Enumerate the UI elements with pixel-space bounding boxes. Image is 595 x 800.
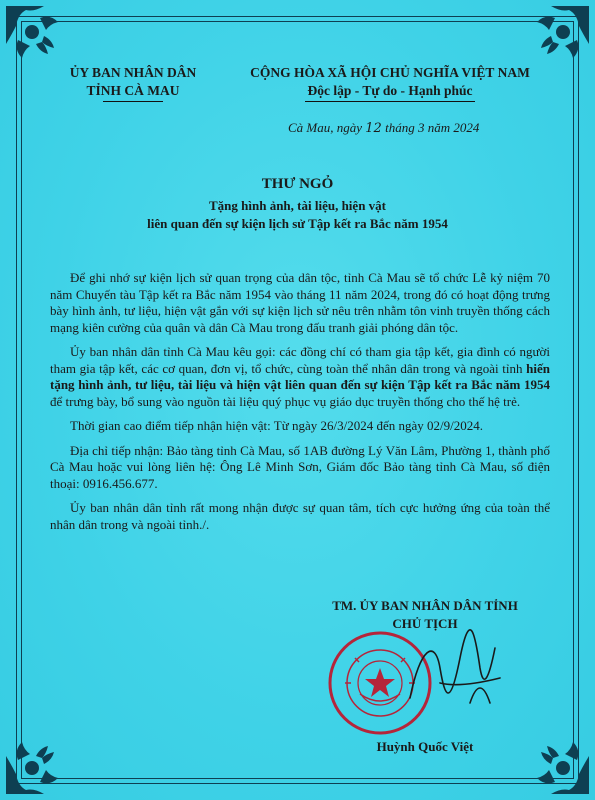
appeal-text-a: Ủy ban nhân dân tỉnh Cà Mau kêu gọi: các đồng chí có tham gia tập kết, gia đình có người tham gia tập kết, các cơ quan, đơn vị, tổ chức, cùng toàn thể nhân dân trong và ngoài tỉnh bbox=[50, 344, 550, 376]
appeal-text-bold: hiến tặng hình ảnh, tư liệu, tài liệu và hiện vật liên quan đến sự kiện Tập kết ra Bắc năm 1954 bbox=[50, 360, 550, 392]
paragraph-address: Địa chỉ tiếp nhận: Bảo tàng tỉnh Cà Mau, số 1AB đường Lý Văn Lâm, Phường 1, thành phố Cà Mau hoặc vui lòng liên hệ: Ông Lê Minh Sơn, Giám đốc Bảo tàng tỉnh Cà Mau, số điện thoại: 0916.456.677. bbox=[50, 442, 550, 491]
paragraph-closing: Ủy ban nhân dân tỉnh rất mong nhận được sự quan tâm, tích cực hưởng ứng của toàn thể nhân dân trong và ngoài tỉnh./. bbox=[50, 500, 550, 532]
agency-line-2: TỈNH CÀ MAU bbox=[86, 83, 180, 98]
handwritten-signature-icon bbox=[400, 628, 510, 723]
signature-line-2: CHỦ TỊCH bbox=[392, 616, 458, 631]
national-heading bbox=[240, 64, 540, 100]
corner-ornament-icon bbox=[4, 718, 82, 796]
country-name: CỘNG HÒA XÃ HỘI CHỦ NGHĨA VIỆT NAM bbox=[250, 65, 530, 80]
motto-underline bbox=[305, 101, 475, 102]
paragraph-appeal bbox=[50, 344, 550, 410]
issuing-agency bbox=[58, 64, 208, 100]
document-body bbox=[50, 270, 550, 541]
date-day: 12 bbox=[365, 121, 382, 136]
signature-line-1: TM. ỦY BAN NHÂN DÂN TỈNH bbox=[332, 598, 518, 613]
date-prefix: Cà Mau, ngày bbox=[288, 120, 363, 135]
document-title: THƯ NGỎ bbox=[261, 176, 334, 192]
subtitle-line-1: Tặng hình ảnh, tài liệu, hiện vật bbox=[209, 198, 386, 213]
agency-line-1: ỦY BAN NHÂN DÂN bbox=[69, 65, 197, 80]
paragraph-intro: Để ghi nhớ sự kiện lịch sử quan trọng của dân tộc, tỉnh Cà Mau sẽ tổ chức Lễ kỷ niệm 70 năm Chuyến tàu Tập kết ra Bắc năm 1954 vào tháng 11 năm 2024, trong đó có hoạt động trưng bày hình ảnh, tư liệu, hiện vật gắn với sự kiện lịch sử nêu trên nhằm tôn vinh truyền thống cách mạng kiên cường của quân và dân Cà Mau trong đấu tranh giải phóng dân tộc. bbox=[50, 270, 550, 335]
appeal-text-b: để trưng bày, bổ sung vào nguồn tài liệu quý phục vụ giáo dục truyền thống cho thế hệ trẻ. bbox=[50, 393, 521, 409]
subtitle-line-2: liên quan đến sự kiện lịch sử Tập kết ra Bắc năm 1954 bbox=[147, 216, 448, 231]
date-suffix: tháng 3 năm 2024 bbox=[385, 120, 480, 135]
document-subtitle bbox=[40, 197, 555, 233]
signer-name: Huỳnh Quốc Việt bbox=[376, 739, 474, 754]
corner-ornament-icon bbox=[513, 718, 591, 796]
national-motto: Độc lập - Tự do - Hạnh phúc bbox=[307, 83, 473, 98]
agency-underline bbox=[103, 101, 163, 102]
paragraph-period: Thời gian cao điểm tiếp nhận hiện vật: Từ ngày 26/3/2024 đến ngày 02/9/2024. bbox=[70, 418, 483, 433]
document-date bbox=[288, 120, 548, 136]
